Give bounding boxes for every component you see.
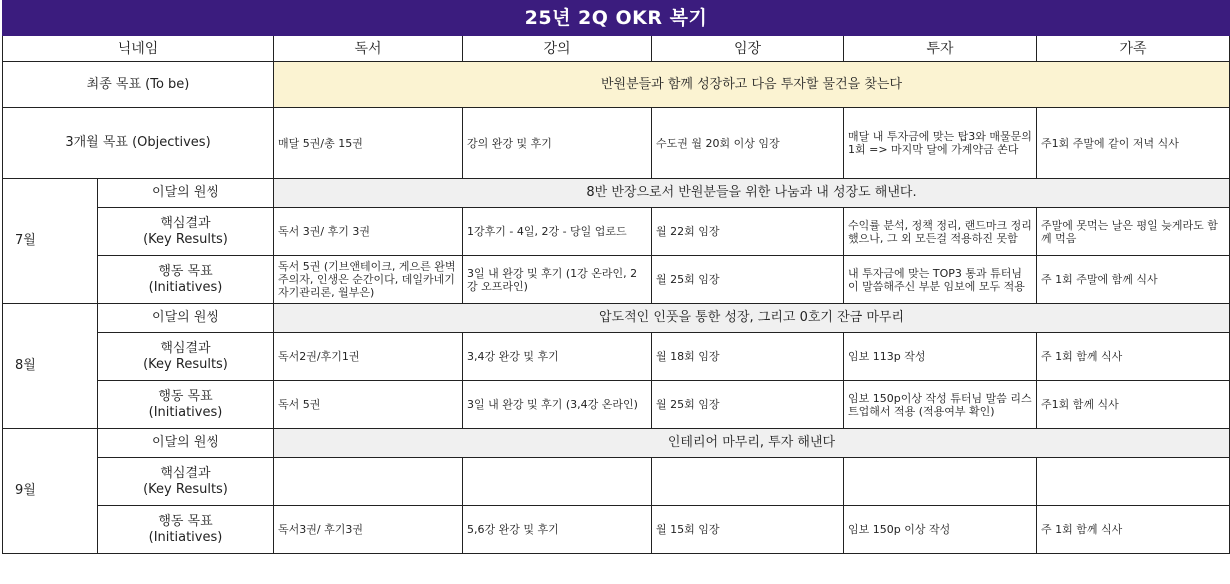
august-vision-row	[3, 304, 1230, 333]
header-site-visit: 임장	[652, 36, 844, 62]
okr-table	[2, 0, 1230, 554]
vision-label: 이달의 원씽	[98, 304, 274, 333]
kr-lecture: 3,4강 완강 및 후기	[463, 333, 652, 381]
init-investment: 내 투자금에 맞는 TOP3 통과 튜터님이 말씀해주신 부분 임보에 모두 적용	[844, 256, 1037, 304]
july-init-row	[3, 256, 1230, 304]
header-lecture: 강의	[463, 36, 652, 62]
september-kr-row	[3, 458, 1230, 506]
kr-lecture	[463, 458, 652, 506]
kr-label: 핵심결과 (Key Results)	[98, 208, 274, 256]
init-family: 주1회 함께 식사	[1037, 381, 1230, 429]
kr-family: 주 1회 함께 식사	[1037, 333, 1230, 381]
objectives-row	[3, 108, 1230, 179]
init-reading: 독서3권/ 후기3권	[274, 506, 463, 554]
objective-family: 주1회 주말에 같이 저녁 식사	[1037, 108, 1230, 179]
init-site-visit: 월 15회 임장	[652, 506, 844, 554]
init-reading: 독서 5권 (기브앤테이크, 게으른 완벽주의자, 인생은 순간이다, 데일카네기 자기관리론, 월부은)	[274, 256, 463, 304]
september-init-row	[3, 506, 1230, 554]
month-label: 9월	[3, 429, 98, 554]
kr-lecture: 1강후기 - 4일, 2강 - 당일 업로드	[463, 208, 652, 256]
kr-site-visit: 월 22회 임장	[652, 208, 844, 256]
kr-label: 핵심결과 (Key Results)	[98, 458, 274, 506]
objectives-label: 3개월 목표 (Objectives)	[3, 108, 274, 179]
init-family: 주 1회 함께 식사	[1037, 506, 1230, 554]
init-lecture: 5,6강 완강 및 후기	[463, 506, 652, 554]
init-investment: 임보 150p 이상 작성	[844, 506, 1037, 554]
objective-lecture: 강의 완강 및 후기	[463, 108, 652, 179]
init-reading: 독서 5권	[274, 381, 463, 429]
init-site-visit: 월 25회 임장	[652, 256, 844, 304]
kr-site-visit	[652, 458, 844, 506]
september-vision-row	[3, 429, 1230, 458]
init-family: 주 1회 주말에 함께 식사	[1037, 256, 1230, 304]
final-goal-row	[3, 62, 1230, 108]
kr-reading: 독서2권/후기1권	[274, 333, 463, 381]
kr-family: 주말에 못먹는 날은 평일 늦게라도 함께 먹음	[1037, 208, 1230, 256]
kr-investment: 수익률 분석, 정책 정리, 랜드마크 정리 했으나, 그 외 모든걸 적용하진 못함	[844, 208, 1037, 256]
init-label: 행동 목표 (Initiatives)	[98, 381, 274, 429]
init-lecture: 3일 내 완강 및 후기 (1강 온라인, 2강 오프라인)	[463, 256, 652, 304]
kr-reading: 독서 3권/ 후기 3권	[274, 208, 463, 256]
kr-site-visit: 월 18회 임장	[652, 333, 844, 381]
kr-label: 핵심결과 (Key Results)	[98, 333, 274, 381]
july-vision-row	[3, 179, 1230, 208]
kr-investment	[844, 458, 1037, 506]
final-goal-text: 반원분들과 함께 성장하고 다음 투자할 물건을 찾는다	[274, 62, 1230, 108]
month-label: 7월	[3, 179, 98, 304]
month-vision: 압도적인 인풋을 통한 성장, 그리고 0호기 잔금 마무리	[274, 304, 1230, 333]
final-goal-label: 최종 목표 (To be)	[3, 62, 274, 108]
july-kr-row	[3, 208, 1230, 256]
august-kr-row	[3, 333, 1230, 381]
header-nickname: 닉네임	[3, 36, 274, 62]
header-row	[3, 36, 1230, 62]
objective-site-visit: 수도권 월 20회 이상 임장	[652, 108, 844, 179]
august-init-row	[3, 381, 1230, 429]
init-site-visit: 월 25회 임장	[652, 381, 844, 429]
kr-reading	[274, 458, 463, 506]
init-label: 행동 목표 (Initiatives)	[98, 256, 274, 304]
month-vision: 8반 반장으로서 반원분들을 위한 나눔과 내 성장도 해낸다.	[274, 179, 1230, 208]
header-family: 가족	[1037, 36, 1230, 62]
month-label: 8월	[3, 304, 98, 429]
objective-investment: 매달 내 투자금에 맞는 탑3와 매물문의 1회 => 마지막 달에 가계약금 쏜다	[844, 108, 1037, 179]
init-investment: 임보 150p이상 작성 튜터님 말씀 리스트업해서 적용 (적용여부 확인)	[844, 381, 1037, 429]
kr-family	[1037, 458, 1230, 506]
init-label: 행동 목표 (Initiatives)	[98, 506, 274, 554]
vision-label: 이달의 원씽	[98, 179, 274, 208]
header-reading: 독서	[274, 36, 463, 62]
month-vision: 인테리어 마무리, 투자 해낸다	[274, 429, 1230, 458]
header-investment: 투자	[844, 36, 1037, 62]
objective-reading: 매달 5권/총 15권	[274, 108, 463, 179]
vision-label: 이달의 원씽	[98, 429, 274, 458]
init-lecture: 3일 내 완강 및 후기 (3,4강 온라인)	[463, 381, 652, 429]
page-title: 25년 2Q OKR 복기	[3, 1, 1230, 36]
kr-investment: 임보 113p 작성	[844, 333, 1037, 381]
